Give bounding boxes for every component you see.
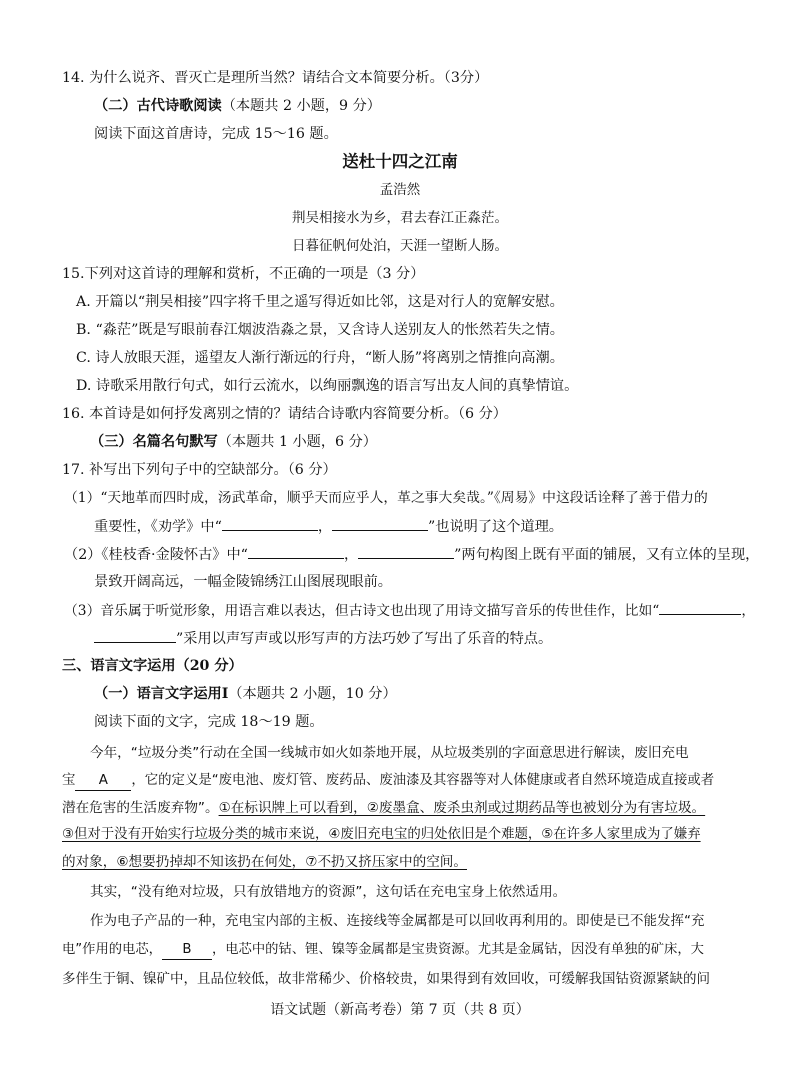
q17-p2-text-1: （2）《桂枝香·金陵怀古》中“ [64,547,248,563]
q17-blank-1[interactable] [222,516,318,531]
question-17-part-1-line-1: （1）“天地革而四时成，汤武革命，顺乎天而应乎人，革之事大矣哉。”《周易》中这段话诠释了善于借力的 [64,490,708,506]
passage-line-4: ③但对于没有开始实行垃圾分类的城市来说，④废旧充电宝的归处依旧是个难题，⑤在许多人家里成为了嫌弃 [62,827,701,842]
passage-line-5: 的对象，⑥想要扔掉却不知该扔在何处，⑦不扔又挤压家中的空间。 [62,854,467,870]
passage-line-2 [62,771,714,791]
blank-b[interactable]: B [162,941,212,960]
passage-line-1: 今年，“垃圾分类”行动在全国一线城市如火如荼地开展，从垃圾类别的字面意思进行解读，废旧充电 [90,745,689,761]
section-2-note: （本题共 2 小题，9 分） [221,98,381,114]
section-2-title: （二）古代诗歌阅读 [94,98,222,114]
passage-text-8b: ，电芯中的钴、锂、镍等金属都是宝贵资源。尤其是金属钴，因没有单独的矿床，大 [211,942,704,957]
part-3-subsection-title: （一）语言文字运用Ⅰ [94,686,229,702]
poem-author: 孟浩然 [379,182,421,198]
question-15-option-d: D. 诗歌采用散行句式，如行云流水，以绚丽飘逸的语言写出友人间的真挚情谊。 [76,378,579,394]
section-3-title: （三）名篇名句默写 [90,434,218,450]
q17-p3-text-2: ， [741,603,756,619]
passage-line-9: 多伴生于铜、镍矿中，且品位较低，故非常稀少、价格较贵，如果得到有效回收，可缓解我国钴资源紧缺的问 [62,971,710,987]
question-17-part-2-line-1 [64,544,759,565]
q17-p1-text-3: ”也说明了这个道理。 [428,519,563,535]
poem-line-1: 荆吴相接水为乡，君去春江正淼茫。 [292,210,508,226]
q17-blank-2[interactable] [332,516,428,531]
question-17-part-1-line-2 [94,516,563,537]
passage-text-2b: ，它的定义是“废电池、废灯管、废药品、废油漆及其容器等对人体健康或者自然环境造成直接或者 [131,773,715,788]
part-3-subsection-heading [94,684,397,704]
q17-blank-4[interactable] [358,544,454,559]
part-3-instruction: 阅读下面的文字，完成 18～19 题。 [94,714,324,730]
question-15-option-a: A. 开篇以“荆吴相接”四字将千里之遥写得近如比邻，这是对行人的宽解安慰。 [76,294,564,310]
passage-line-7: 作为电子产品的一种，充电宝内部的主板、连接线等金属都是可以回收再利用的。即使是已不能发挥“充 [90,913,705,929]
question-17-part-2-line-2: 景致开阔高远，一幅金陵锦绣江山图展现眼前。 [94,574,392,590]
question-17-part-3-line-1 [64,600,755,621]
section-2-instruction: 阅读下面这首唐诗，完成 15～16 题。 [94,126,338,142]
section-3-note: （本题共 1 小题，6 分） [217,434,377,450]
q17-p1-text-2: ， [317,519,333,535]
question-15-option-c: C. 诗人放眼天涯，遥望友人渐行渐远的行舟，“断人肠”将离别之情推向高潮。 [76,350,564,366]
q17-blank-6[interactable] [94,628,176,643]
question-15-option-b: B. “淼茫”既是写眼前春江烟波浩淼之景，又含诗人送别友人的怅然若失之情。 [76,322,564,338]
question-17-part-3-line-2 [94,628,552,649]
q17-p3-text-1: （3）音乐属于听觉形象，用语言难以表达，但古诗文也出现了用诗文描写音乐的传世佳作，比如“ [64,603,660,619]
passage-text-3a: 潜在危害的生活废弃物”。 [62,800,219,816]
blank-a[interactable]: A [75,772,131,791]
passage-text-8a: 电”作用的电芯， [62,942,162,957]
question-15-stem: 15.下列对这首诗的理解和赏析，不正确的一项是（3 分） [62,266,425,282]
passage-line-6: 其实，“没有绝对垃圾，只有放错地方的资源”，这句话在充电宝身上依然适用。 [90,884,567,900]
question-14: 14. 为什么说齐、晋灭亡是理所当然？请结合文本简要分析。（3分） [62,70,489,86]
q17-p2-text-2: ， [343,547,359,563]
poem-title: 送杜十四之江南 [342,152,458,171]
q17-p1-text-1: 重要性，《劝学》中“ [94,519,222,535]
part-3-subsection-note: （本题共 2 小题，10 分） [228,686,397,702]
q17-blank-5[interactable] [659,600,741,615]
question-16: 16. 本首诗是如何抒发离别之情的？请结合诗歌内容简要分析。（6 分） [62,406,507,422]
page-footer: 语文试题（新高考卷）第 7 页（共 8 页） [270,1002,530,1018]
passage-text-2a: 宝 [62,773,76,788]
part-3-title: 三、语言文字运用（20 分） [62,658,243,674]
passage-line-3 [62,798,705,818]
passage-line-8 [62,940,704,960]
section-2-heading [94,96,381,116]
poem-line-2: 日暮征帆何处泊，天涯一望断人肠。 [292,238,508,254]
q17-p3-text-3: ”采用以声写声或以形写声的方法巧妙了写出了乐音的特点。 [176,631,553,647]
q17-blank-3[interactable] [248,544,344,559]
q17-p2-text-3: ”两句构图上既有平面的铺展，又有立体的呈现， [454,547,760,563]
question-17-stem: 17. 补写出下列句子中的空缺部分。（6 分） [62,462,337,478]
section-3-heading [90,432,377,452]
underlined-sentence-1: ①在标识牌上可以看到，②废墨盒、废杀虫剂或过期药品等也被划分为有害垃圾。 [218,800,706,816]
